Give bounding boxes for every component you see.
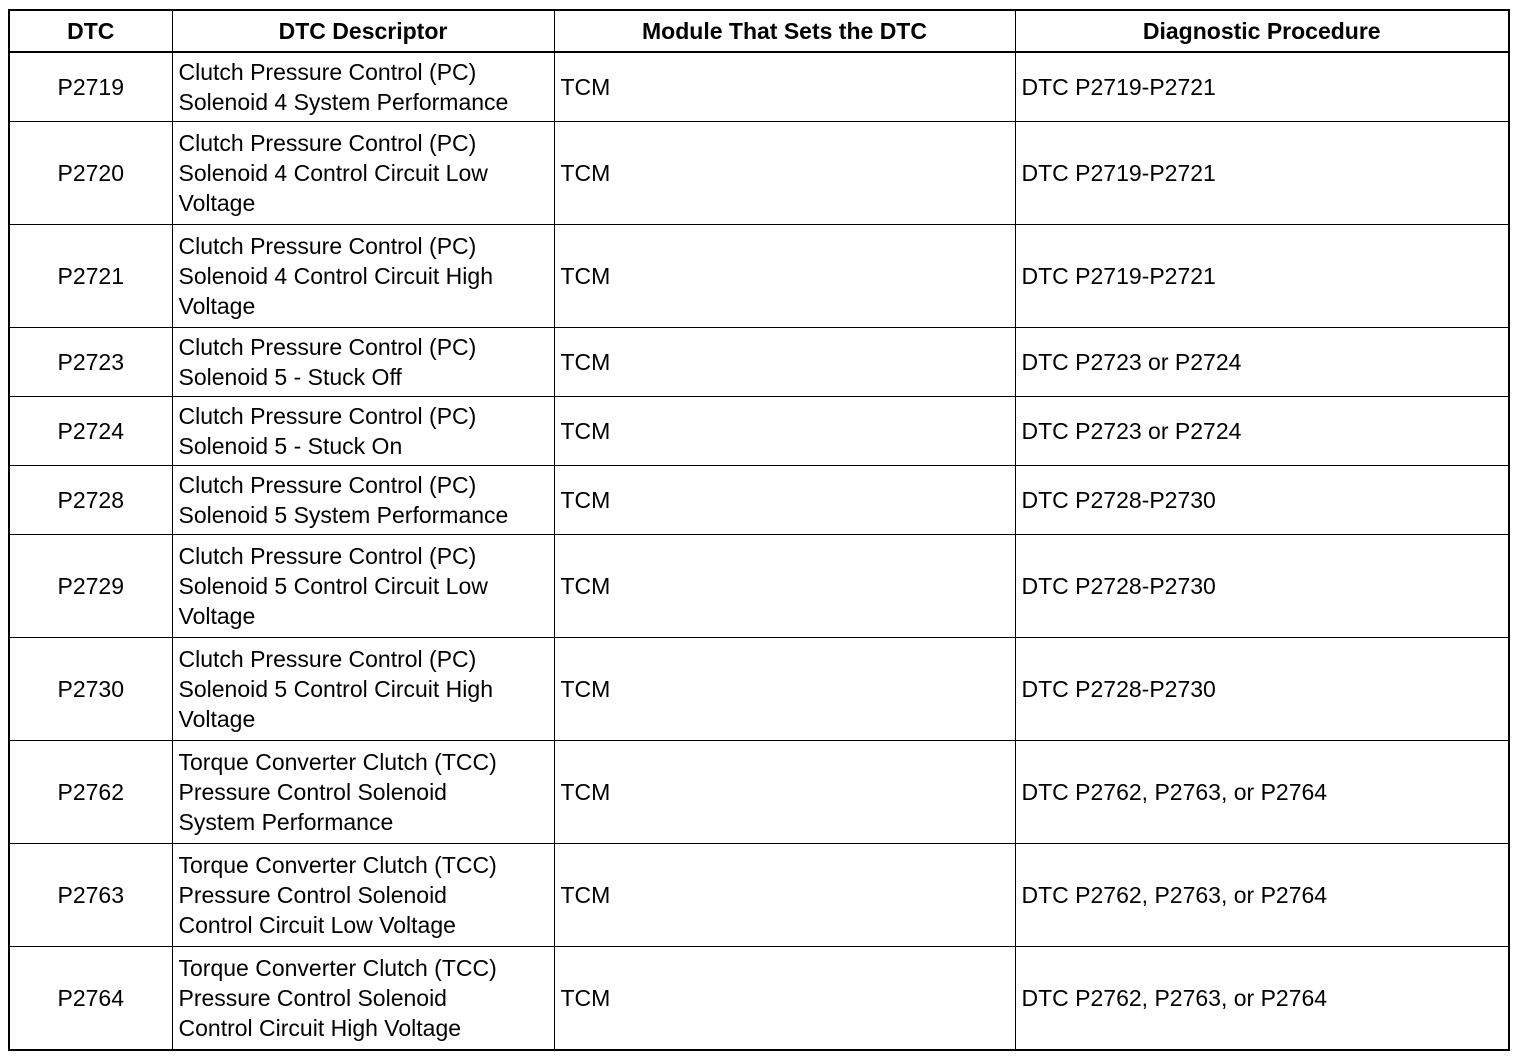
module-cell: TCM <box>554 741 1015 844</box>
module-cell: TCM <box>554 466 1015 535</box>
dtc-code-cell: P2762 <box>9 741 172 844</box>
dtc-descriptor-cell <box>172 844 554 947</box>
module-cell: TCM <box>554 844 1015 947</box>
diagnostic-procedure-cell: DTC P2762, P2763, or P2764 <box>1015 844 1509 947</box>
table-row <box>9 947 1509 1051</box>
header-dtc: DTC <box>9 10 172 52</box>
descriptor-line: Solenoid 5 Control Circuit Low <box>178 573 488 599</box>
descriptor-line: Voltage <box>178 706 256 732</box>
descriptor-line: Clutch Pressure Control (PC) <box>178 59 477 85</box>
descriptor-line: Solenoid 5 - Stuck Off <box>178 364 402 390</box>
dtc-code-cell: P2729 <box>9 535 172 638</box>
dtc-code-cell: P2724 <box>9 397 172 466</box>
descriptor-line: Voltage <box>178 190 256 216</box>
module-cell: TCM <box>554 947 1015 1051</box>
diagnostic-procedure-cell: DTC P2728-P2730 <box>1015 638 1509 741</box>
module-cell: TCM <box>554 225 1015 328</box>
dtc-code-cell: P2728 <box>9 466 172 535</box>
header-diagnostic-procedure: Diagnostic Procedure <box>1015 10 1509 52</box>
module-cell: TCM <box>554 397 1015 466</box>
descriptor-line: Clutch Pressure Control (PC) <box>178 646 477 672</box>
module-cell: TCM <box>554 52 1015 122</box>
dtc-descriptor-cell <box>172 638 554 741</box>
descriptor-line: System Performance <box>178 809 394 835</box>
dtc-code-cell: P2719 <box>9 52 172 122</box>
descriptor-line: Solenoid 4 Control Circuit High <box>178 263 493 289</box>
descriptor-line: Clutch Pressure Control (PC) <box>178 233 477 259</box>
module-cell: TCM <box>554 328 1015 397</box>
dtc-descriptor-cell <box>172 328 554 397</box>
descriptor-line: Voltage <box>178 293 256 319</box>
table-row <box>9 535 1509 638</box>
dtc-descriptor-cell <box>172 225 554 328</box>
dtc-descriptor-cell <box>172 947 554 1051</box>
dtc-code-cell: P2763 <box>9 844 172 947</box>
descriptor-line: Torque Converter Clutch (TCC) <box>178 852 497 878</box>
descriptor-line: Torque Converter Clutch (TCC) <box>178 749 497 775</box>
descriptor-line: Solenoid 5 System Performance <box>178 502 509 528</box>
table-row <box>9 328 1509 397</box>
table-row <box>9 638 1509 741</box>
dtc-descriptor-cell <box>172 741 554 844</box>
descriptor-line: Clutch Pressure Control (PC) <box>178 334 477 360</box>
dtc-descriptor-cell <box>172 122 554 225</box>
descriptor-line: Clutch Pressure Control (PC) <box>178 403 477 429</box>
dtc-descriptor-cell <box>172 466 554 535</box>
dtc-code-cell: P2720 <box>9 122 172 225</box>
descriptor-line: Clutch Pressure Control (PC) <box>178 130 477 156</box>
descriptor-line: Torque Converter Clutch (TCC) <box>178 955 497 981</box>
descriptor-line: Solenoid 5 Control Circuit High <box>178 676 493 702</box>
table-body <box>9 52 1509 1050</box>
table-row <box>9 52 1509 122</box>
table-row <box>9 397 1509 466</box>
diagnostic-procedure-cell: DTC P2762, P2763, or P2764 <box>1015 947 1509 1051</box>
descriptor-line: Clutch Pressure Control (PC) <box>178 543 477 569</box>
dtc-code-cell: P2723 <box>9 328 172 397</box>
module-cell: TCM <box>554 638 1015 741</box>
dtc-code-cell: P2764 <box>9 947 172 1051</box>
descriptor-line: Solenoid 4 Control Circuit Low <box>178 160 488 186</box>
diagnostic-procedure-cell: DTC P2723 or P2724 <box>1015 397 1509 466</box>
diagnostic-procedure-cell: DTC P2762, P2763, or P2764 <box>1015 741 1509 844</box>
module-cell: TCM <box>554 535 1015 638</box>
table-header-row <box>9 10 1509 52</box>
diagnostic-procedure-cell: DTC P2719-P2721 <box>1015 122 1509 225</box>
descriptor-line: Clutch Pressure Control (PC) <box>178 472 477 498</box>
descriptor-line: Solenoid 5 - Stuck On <box>178 433 403 459</box>
table-row <box>9 844 1509 947</box>
header-dtc-descriptor: DTC Descriptor <box>172 10 554 52</box>
dtc-code-cell: P2721 <box>9 225 172 328</box>
descriptor-line: Pressure Control Solenoid <box>178 985 447 1011</box>
table-row <box>9 225 1509 328</box>
dtc-descriptor-cell <box>172 397 554 466</box>
table-row <box>9 466 1509 535</box>
table-row <box>9 741 1509 844</box>
table-row <box>9 122 1509 225</box>
descriptor-line: Control Circuit Low Voltage <box>178 912 456 938</box>
diagnostic-procedure-cell: DTC P2719-P2721 <box>1015 225 1509 328</box>
descriptor-line: Control Circuit High Voltage <box>178 1015 462 1041</box>
diagnostic-procedure-cell: DTC P2728-P2730 <box>1015 535 1509 638</box>
dtc-descriptor-cell <box>172 535 554 638</box>
descriptor-line: Solenoid 4 System Performance <box>178 89 509 115</box>
descriptor-line: Pressure Control Solenoid <box>178 882 447 908</box>
descriptor-line: Pressure Control Solenoid <box>178 779 447 805</box>
diagnostic-procedure-cell: DTC P2728-P2730 <box>1015 466 1509 535</box>
descriptor-line: Voltage <box>178 603 256 629</box>
dtc-code-cell: P2730 <box>9 638 172 741</box>
diagnostic-procedure-cell: DTC P2719-P2721 <box>1015 52 1509 122</box>
module-cell: TCM <box>554 122 1015 225</box>
dtc-table <box>8 9 1510 1051</box>
diagnostic-procedure-cell: DTC P2723 or P2724 <box>1015 328 1509 397</box>
dtc-descriptor-cell <box>172 52 554 122</box>
header-module: Module That Sets the DTC <box>554 10 1015 52</box>
